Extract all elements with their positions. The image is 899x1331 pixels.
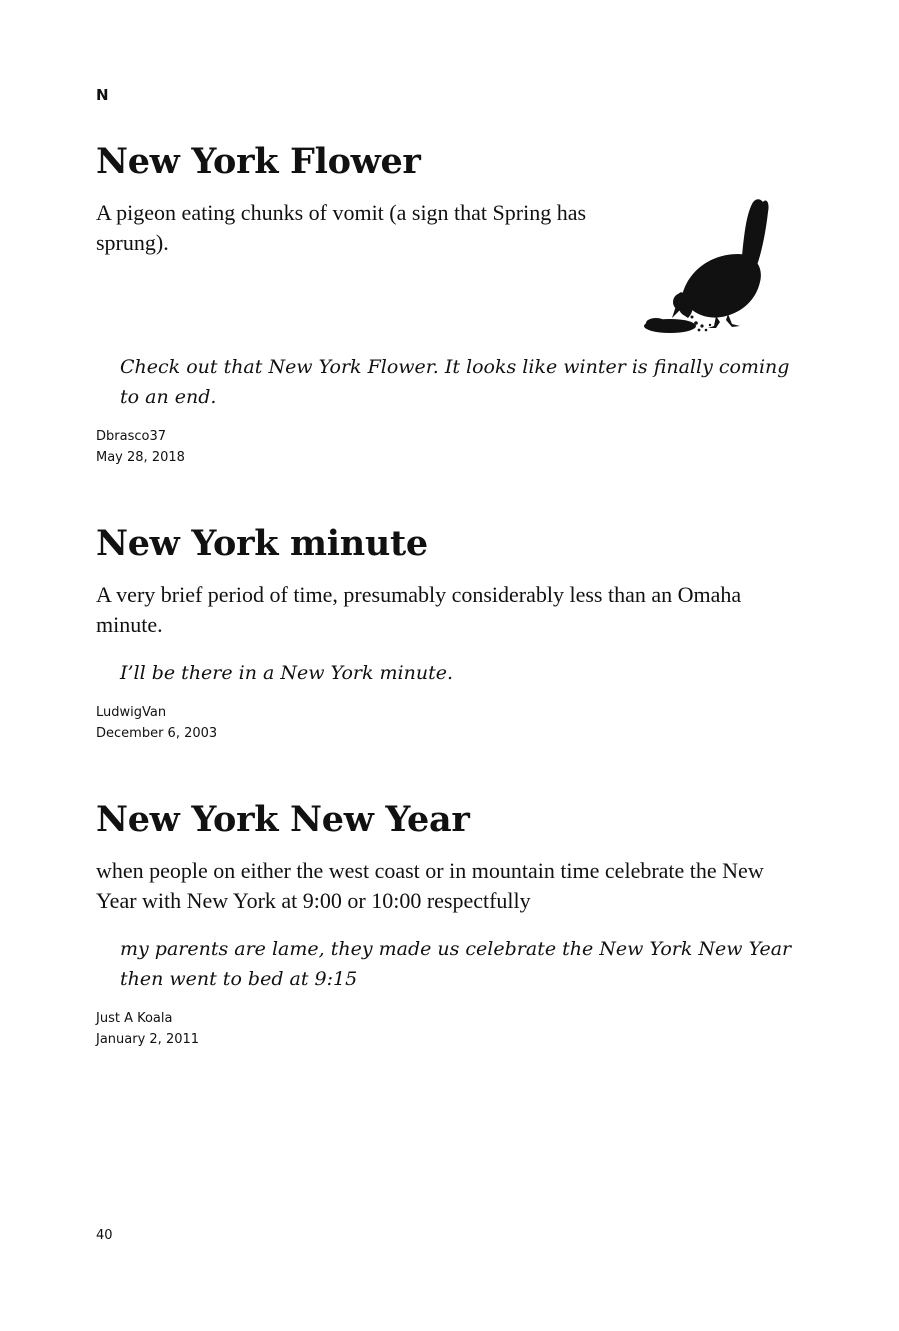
- entry-author: LudwigVan: [96, 705, 167, 720]
- entry-definition: A very brief period of time, presumably considerably less than an Omaha minute.: [96, 582, 742, 637]
- entry-definition: A pigeon eating chunks of vomit (a sign that Spring has sprung).: [96, 200, 587, 255]
- entry-term: New York New Year: [96, 799, 470, 840]
- pigeon-eating-icon: [642, 196, 776, 338]
- entry: [96, 522, 796, 744]
- entry-author: Dbrasco37: [96, 429, 166, 444]
- entry-example: Check out that New York Flower. It looks like winter is finally coming to an end.: [120, 356, 790, 408]
- entry-example: I’ll be there in a New York minute.: [120, 662, 454, 684]
- entry-author: Just A Koala: [96, 1011, 173, 1026]
- entry-term: New York Flower: [96, 141, 421, 182]
- entry-date: January 2, 2011: [96, 1032, 200, 1047]
- entry-example: my parents are lame, they made us celebrate the New York New Year then went to bed at 9:15: [120, 938, 792, 990]
- section-letter: N: [96, 86, 109, 104]
- entry-date: December 6, 2003: [96, 726, 218, 741]
- entry: [96, 798, 796, 1050]
- entry-date: May 28, 2018: [96, 450, 185, 465]
- entry-definition: when people on either the west coast or in mountain time celebrate the New Year with New York at 9:00 or 10:00 respectfully: [96, 858, 764, 913]
- page-number: 40: [96, 1228, 113, 1243]
- entry-term: New York minute: [96, 523, 428, 564]
